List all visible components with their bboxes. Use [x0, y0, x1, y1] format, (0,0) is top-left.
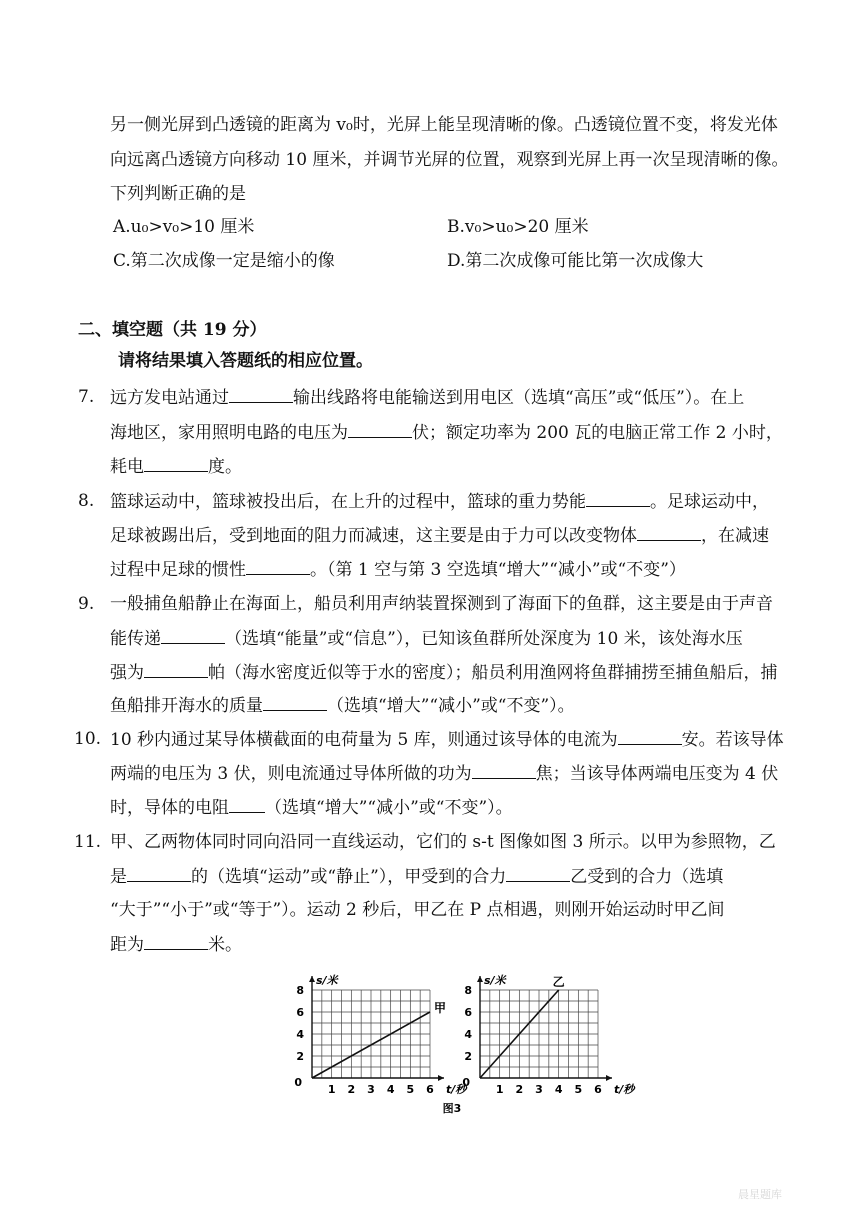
q7-line-3 — [110, 455, 242, 478]
y-axis-label: s/米 — [484, 974, 506, 987]
section-instruction: 请将结果填入答题纸的相应位置。 — [118, 351, 373, 371]
series-label: 甲 — [434, 1001, 447, 1015]
q8-text: 足球被踢出后，受到地面的阻力而减速，这主要是由于力可以改变物体 — [110, 526, 637, 546]
figure-3 — [290, 960, 635, 1120]
y-tick-label: 4 — [464, 1028, 472, 1041]
x-tick-label: 5 — [406, 1083, 415, 1096]
q9-line-2 — [110, 627, 743, 650]
answer-blank — [246, 558, 310, 575]
q7-text: 海地区，家用照明电路的电压为 — [110, 423, 348, 443]
x-tick-label: 4 — [554, 1083, 563, 1096]
y-tick-label: 6 — [464, 1006, 472, 1019]
q7-text: 度。 — [208, 457, 242, 477]
q10-text: 焦；当该导体两端电压变为 4 伏 — [535, 764, 779, 784]
q11-text: 是 — [110, 867, 127, 887]
y-axis-label: s/米 — [316, 974, 338, 987]
answer-blank — [127, 865, 191, 882]
answer-blank — [348, 421, 412, 438]
origin-label: 0 — [294, 1076, 302, 1089]
st-graphs — [290, 960, 635, 1120]
q6-line-2: 向远离凸透镜方向移动 10 厘米，并调节光屏的位置，观察到光屏上再一次呈现清晰的像。 — [110, 150, 789, 170]
q9-line-3 — [110, 661, 778, 684]
q11-text: 米。 — [208, 935, 242, 955]
q10-line-2 — [110, 762, 778, 785]
q11-text: 距为 — [110, 935, 144, 955]
x-tick-label: 5 — [574, 1083, 583, 1096]
q6-option-a: A.u₀>v₀>10 厘米 — [113, 217, 255, 237]
q10-text: 两端的电压为 3 伏，则电流通过导体所做的功为 — [110, 764, 472, 784]
q7-text: 伏；额定功率为 200 瓦的电脑正常工作 2 小时， — [412, 423, 783, 443]
q9-text: 能传递 — [110, 629, 161, 649]
y-axis-arrow — [309, 976, 315, 982]
y-tick-label: 2 — [296, 1050, 304, 1063]
answer-blank — [144, 455, 208, 472]
watermark: 晨星题库 — [738, 1188, 782, 1201]
q11-line-3: “大于”“小于”或“等于”）。运动 2 秒后，甲乙在 P 点相遇，则刚开始运动时甲乙间 — [110, 900, 725, 920]
q7-line-2 — [110, 421, 783, 444]
y-tick-label: 8 — [296, 984, 304, 997]
x-axis-label: t/秒 — [446, 1083, 467, 1096]
q6-option-c: C.第二次成像一定是缩小的像 — [113, 251, 335, 271]
q8-text: 篮球运动中，篮球被投出后，在上升的过程中，篮球的重力势能 — [110, 492, 586, 512]
q10-text: 10 秒内通过某导体横截面的电荷量为 5 库，则通过该导体的电流为 — [110, 730, 618, 750]
q11-text: 的（选填“运动”或“静止”），甲受到的合力 — [191, 867, 507, 887]
q10-text: 时，导体的电阻 — [110, 798, 229, 818]
answer-blank — [144, 661, 208, 678]
question-number-10: 10. — [74, 729, 102, 749]
q10-line-1 — [110, 728, 784, 751]
y-tick-label: 6 — [296, 1006, 304, 1019]
q10-text: 安。若该导体 — [681, 730, 784, 750]
q9-line-1: 一般捕鱼船静止在海面上，船员利用声纳装置探测到了海面下的鱼群，这主要是由于声音 — [110, 594, 773, 614]
question-number-8: 8. — [78, 491, 95, 511]
q9-text: 帕（海水密度近似等于水的密度）；船员利用渔网将鱼群捕捞至捕鱼船后，捕 — [208, 663, 778, 683]
answer-blank — [229, 796, 265, 813]
q6-line-1: 另一侧光屏到凸透镜的距离为 v₀时，光屏上能呈现清晰的像。凸透镜位置不变，将发光体 — [110, 115, 778, 135]
x-tick-label: 1 — [327, 1083, 336, 1096]
x-tick-label: 2 — [515, 1083, 524, 1096]
answer-blank — [618, 728, 682, 745]
q8-text: 过程中足球的惯性 — [110, 560, 246, 580]
x-tick-label: 4 — [386, 1083, 395, 1096]
x-axis-arrow — [606, 1075, 612, 1081]
x-tick-label: 6 — [426, 1083, 434, 1096]
answer-blank — [472, 762, 536, 779]
q8-line-3 — [110, 558, 686, 581]
q10-text: （选填“增大”“减小”或“不变”）。 — [265, 798, 513, 818]
q9-text: （选填“能量”或“信息”），已知该鱼群所处深度为 10 米，该处海水压 — [225, 629, 743, 649]
q7-text: 输出线路将电能输送到用电区（选填“高压”或“低压”）。在上 — [293, 388, 745, 408]
y-tick-label: 8 — [464, 984, 472, 997]
x-axis-arrow — [438, 1075, 444, 1081]
q9-text: 鱼船排开海水的质量 — [110, 696, 263, 716]
x-tick-label: 2 — [347, 1083, 356, 1096]
q10-line-3 — [110, 796, 513, 819]
answer-blank — [506, 865, 570, 882]
q6-option-d: D.第二次成像可能比第一次成像大 — [447, 251, 704, 271]
question-number-7: 7. — [78, 387, 95, 407]
q9-text: （选填“增大”“减小”或“不变”）。 — [327, 696, 575, 716]
origin-label: 0 — [462, 1076, 470, 1089]
x-axis-label: t/秒 — [614, 1083, 635, 1096]
x-tick-label: 1 — [495, 1083, 504, 1096]
q8-line-2 — [110, 524, 769, 547]
q7-line-1 — [110, 386, 744, 409]
q8-text: ，在减速 — [701, 526, 769, 546]
q6-line-3: 下列判断正确的是 — [110, 184, 246, 204]
y-tick-label: 4 — [296, 1028, 304, 1041]
q11-line-1: 甲、乙两物体同时同向沿同一直线运动，它们的 s-t 图像如图 3 所示。以甲为参照物，乙 — [110, 832, 776, 852]
figure-caption: 图3 — [442, 1102, 462, 1115]
q9-text: 强为 — [110, 663, 144, 683]
q9-line-4 — [110, 694, 575, 717]
x-tick-label: 3 — [535, 1083, 543, 1096]
series-label: 乙 — [552, 975, 565, 989]
x-tick-label: 3 — [367, 1083, 375, 1096]
question-number-9: 9. — [78, 594, 95, 614]
y-tick-label: 2 — [464, 1050, 472, 1063]
q8-text: 。（第 1 空与第 3 空选填“增大”“减小”或“不变”） — [310, 560, 686, 580]
x-tick-label: 6 — [594, 1083, 602, 1096]
answer-blank — [637, 524, 701, 541]
answer-blank — [586, 490, 650, 507]
answer-blank — [229, 386, 293, 403]
q11-line-4 — [110, 933, 242, 956]
q7-text: 耗电 — [110, 457, 144, 477]
answer-blank — [161, 627, 225, 644]
answer-blank — [263, 694, 327, 711]
answer-blank — [144, 933, 208, 950]
q11-text: 乙受到的合力（选填 — [570, 867, 724, 887]
q7-text: 远方发电站通过 — [110, 388, 229, 408]
q6-option-b: B.v₀>u₀>20 厘米 — [447, 217, 589, 237]
y-axis-arrow — [477, 976, 483, 982]
q8-text: 。足球运动中， — [650, 492, 769, 512]
question-number-11: 11. — [74, 832, 102, 852]
section-title: 二、填空题（共 19 分） — [78, 320, 267, 340]
q11-line-2 — [110, 865, 723, 888]
q8-line-1 — [110, 490, 769, 513]
